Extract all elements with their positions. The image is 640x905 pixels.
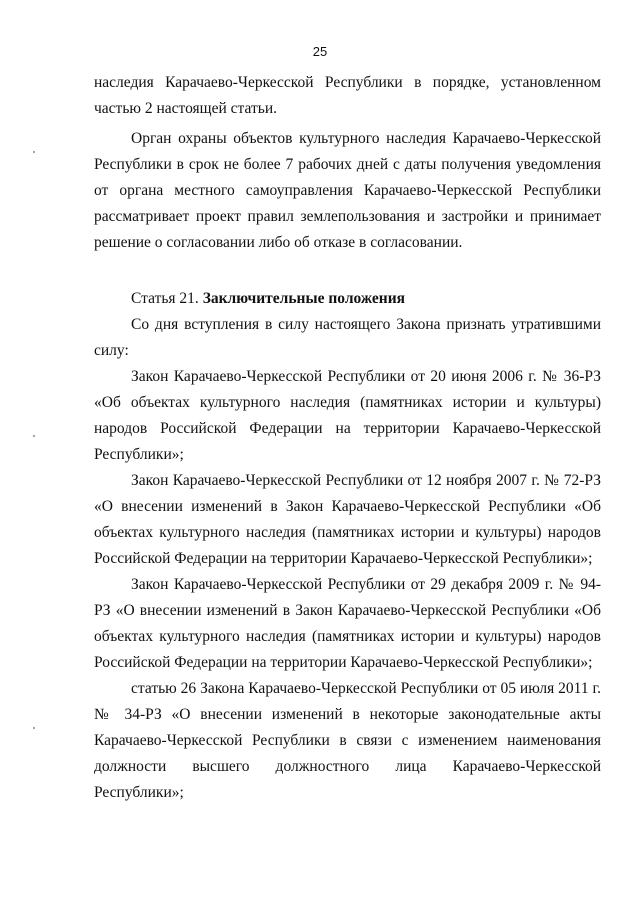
- document-body: [94, 70, 601, 806]
- page-number: 25: [312, 44, 328, 59]
- scan-speck: [33, 151, 35, 153]
- article-label: Статья 21.: [131, 290, 199, 307]
- article-title: Заключительные положения: [202, 290, 406, 307]
- scan-speck: [33, 435, 35, 437]
- list-item-law: Закон Карачаево-Черкесской Республики от 20 июня 2006 г. № 36-РЗ «Об объектах культурного наследия (памятниках истории и культуры) народов Российской Федерации на территории Карачаево-Черкесской Республики»;: [94, 368, 601, 463]
- list-item-law: Закон Карачаево-Черкесской Республики от 29 декабря 2009 г. № 94-РЗ «О внесении изменений в Закон Карачаево-Черкесской Республики «Об объектах культурного наследия (памятниках истории и культуры) народов Российской Федерации на территории Карачаево-Черкесской Республики»;: [94, 576, 601, 671]
- scan-speck: [33, 727, 35, 729]
- paragraph-continuation: наследия Карачаево-Черкесской Республики в порядке, установленном частью 2 настоящей статьи.: [94, 74, 601, 117]
- list-item-law: статью 26 Закона Карачаево-Черкесской Республики от 05 июля 2011 г. № 34-РЗ «О внесении изменений в некоторые законодательные акты Карачаево-Черкесской Республики в связи с изменением наименования должности высшего должностного лица Карачаево-Черкесской Республики»;: [94, 680, 601, 801]
- article-heading: [94, 286, 601, 312]
- paragraph: Со дня вступления в силу настоящего Закона признать утратившими силу:: [94, 316, 601, 359]
- paragraph: Орган охраны объектов культурного наследия Карачаево-Черкесской Республики в срок не более 7 рабочих дней с даты получения уведомления от органа местного самоуправления Карачаево-Черкесской Республики рассматривает проект правил землепользования и застройки и принимает решение о согласовании либо об отказе в согласовании.: [94, 130, 601, 251]
- list-item-law: Закон Карачаево-Черкесской Республики от 12 ноября 2007 г. № 72-РЗ «О внесении изменений в Закон Карачаево-Черкесской Республики «Об объектах культурного наследия (памятниках истории и культуры) народов Российской Федерации на территории Карачаево-Черкесской Республики»;: [94, 472, 601, 567]
